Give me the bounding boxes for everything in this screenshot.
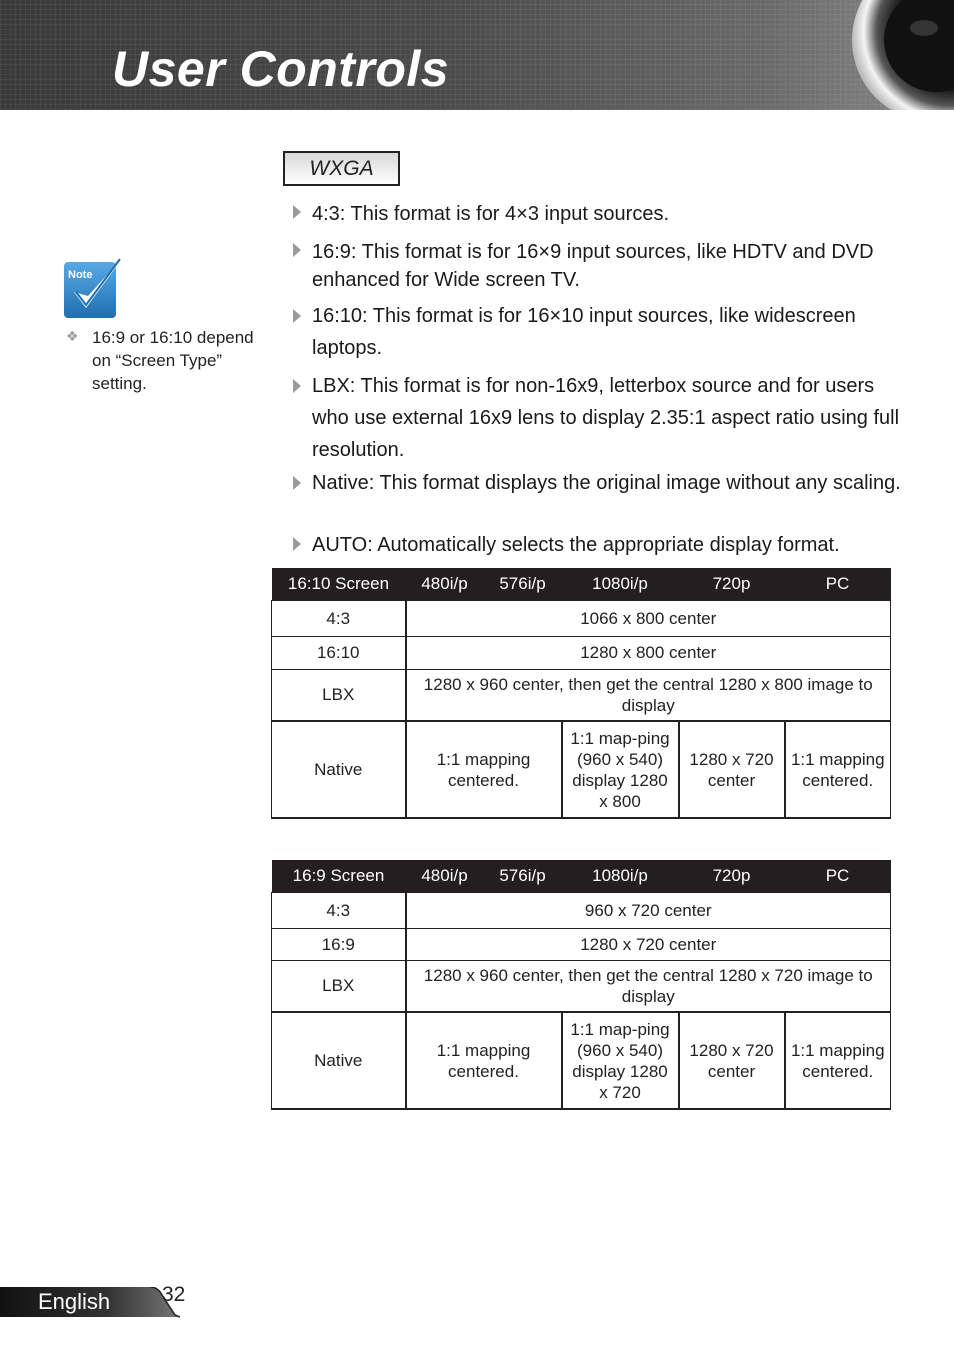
row-label: Native: [272, 1012, 406, 1109]
table-cell: 1:1 mapping centered.: [406, 721, 562, 818]
table-cell: 1:1 map-ping (960 x 540) display 1280 x 720: [562, 1012, 679, 1109]
page-header: [0, 0, 954, 110]
table-cell: 1280 x 720 center: [679, 721, 785, 818]
arrow-right-icon: [293, 309, 301, 323]
column-header: 576i/p: [484, 860, 562, 892]
arrow-right-icon: [293, 476, 301, 490]
row-label: 4:3: [272, 600, 406, 636]
column-header: 1080i/p: [562, 568, 679, 600]
row-label: 16:9: [272, 928, 406, 960]
table-cell: 1280 x 720 center: [679, 1012, 785, 1109]
note-text: 16:9 or 16:10 depend on “Screen Type” setting.: [92, 328, 254, 393]
row-label: LBX: [272, 960, 406, 1012]
section-label-wxga: WXGA: [283, 151, 400, 186]
column-header: PC: [785, 860, 891, 892]
table-cell: 1280 x 720 center: [406, 928, 891, 960]
table-header-row: [272, 568, 891, 600]
arrow-right-icon: [293, 205, 301, 219]
table-cell: 1:1 mapping centered.: [785, 1012, 891, 1109]
projector-lens-icon: [824, 0, 954, 110]
table-cell: 1:1 map-ping (960 x 540) display 1280 x 800: [562, 721, 679, 818]
table-cell: 960 x 720 center: [406, 892, 891, 928]
column-header: 480i/p: [406, 568, 484, 600]
column-header: 720p: [679, 860, 785, 892]
row-label: 16:10: [272, 636, 406, 669]
page-title: User Controls: [112, 41, 450, 97]
column-header: 1080i/p: [562, 860, 679, 892]
table-cell: 1280 x 960 center, then get the central 1280 x 800 image to display: [406, 669, 891, 721]
column-header: 16:9 Screen: [272, 860, 406, 892]
column-header: 480i/p: [406, 860, 484, 892]
table-row: [272, 636, 891, 669]
column-header: 720p: [679, 568, 785, 600]
column-header: 576i/p: [484, 568, 562, 600]
footer-language: English: [38, 1289, 111, 1314]
table-cell: 1066 x 800 center: [406, 600, 891, 636]
table-cell: 1280 x 960 center, then get the central 1280 x 720 image to display: [406, 960, 891, 1012]
arrow-right-icon: [293, 379, 301, 393]
column-header: PC: [785, 568, 891, 600]
table-cell: 1280 x 800 center: [406, 636, 891, 669]
table-16-10-screen: [271, 568, 891, 819]
table-row: [272, 669, 891, 721]
table-16-9-screen: [271, 860, 891, 1110]
column-header: 16:10 Screen: [272, 568, 406, 600]
page-number: 32: [162, 1283, 186, 1306]
note-icon-label: Note: [68, 269, 93, 281]
table-cell: 1:1 mapping centered.: [406, 1012, 562, 1109]
table-row: [272, 721, 891, 818]
table-cell: 1:1 mapping centered.: [785, 721, 891, 818]
row-label: Native: [272, 721, 406, 818]
table-row: [272, 960, 891, 1012]
table-row: [272, 1012, 891, 1109]
row-label: 4:3: [272, 892, 406, 928]
table-row: [272, 600, 891, 636]
note-bullet-icon: ❖: [66, 328, 79, 344]
row-label: LBX: [272, 669, 406, 721]
note-check-icon: [62, 254, 128, 320]
table-row: [272, 928, 891, 960]
table-row: [272, 892, 891, 928]
table-header-row: [272, 860, 891, 892]
arrow-right-icon: [293, 243, 301, 257]
arrow-right-icon: [293, 537, 301, 551]
